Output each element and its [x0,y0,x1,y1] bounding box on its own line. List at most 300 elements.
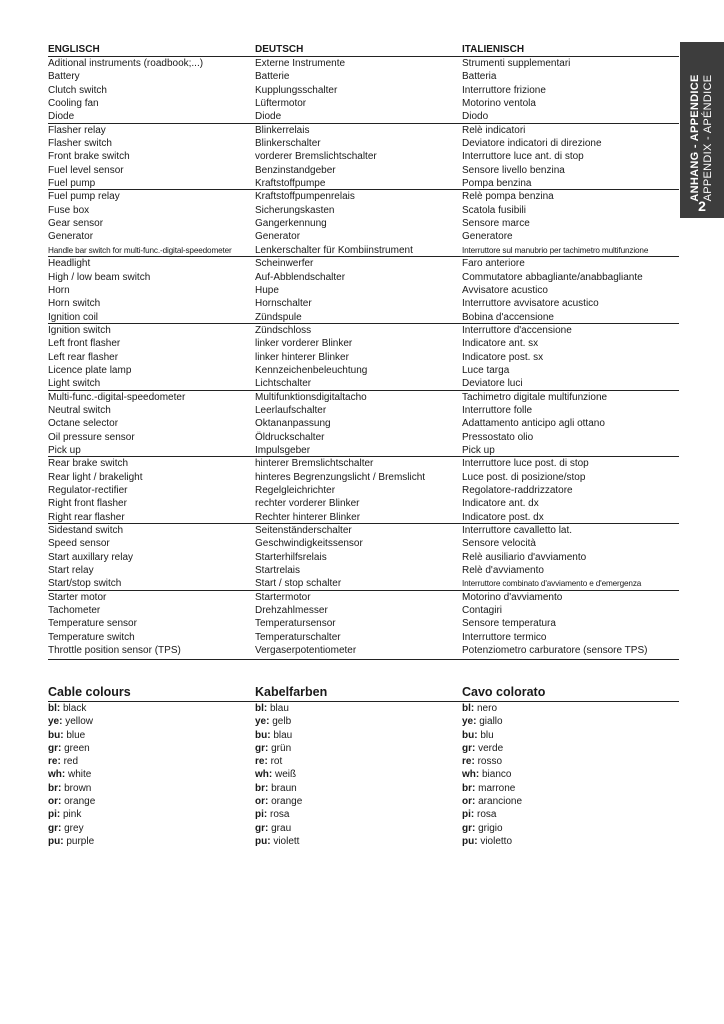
cell-italian: Deviatore indicatori di direzione [462,138,602,150]
cell-english: Multi-func.-digital-speedometer [48,391,186,403]
cell-italian: Deviatore luci [462,378,523,390]
cell-italian: Sensore temperatura [462,618,556,630]
cell-italian: Relè d'avviamento [462,565,544,577]
table-row [48,84,679,97]
colour-code: br: [48,782,62,794]
colour-row [48,835,679,848]
cell-german: Diode [255,111,282,123]
colour-name: grau [271,822,292,834]
table-row [48,70,679,83]
cell-italian: Luce targa [462,364,510,376]
colour-code: bu: [462,729,478,741]
cell-english: Clutch switch [48,84,107,96]
cell-english: Neutral switch [48,404,111,416]
colour-english [48,782,91,795]
cell-italian: Scatola fusibili [462,204,526,216]
colour-code: or: [255,796,269,808]
cell-italian: Interruttore avvisatore acustico [462,298,599,310]
colour-row [48,808,679,821]
colour-italian [462,702,497,715]
colour-english [48,715,93,728]
cell-german: Seitenständerschalter [255,525,352,537]
colour-name: rot [270,756,283,768]
colour-code: or: [462,796,476,808]
cell-italian: Interruttore combinato d'avviamento e d'emergenza [462,579,642,589]
cell-german: hinterer Bremslichtschalter [255,458,374,470]
cell-english: Temperature switch [48,631,135,643]
colour-german [255,808,289,821]
colour-code: gr: [255,822,269,834]
table-row [48,364,679,377]
cell-italian: Faro anteriore [462,258,525,270]
colour-german [255,782,297,795]
cable-colours-title-en: Cable colours [48,685,131,699]
colour-name: weiß [275,769,297,781]
table-row [48,324,679,337]
header-italian: ITALIENISCH [462,44,525,55]
cell-italian: Adattamento anticipo agli ottano [462,418,605,430]
cell-english: Regulator-rectifier [48,485,128,496]
cell-english: Handle bar switch for multi-func.-digital-speedometer [48,245,232,255]
cell-italian: Sensore velocità [462,538,536,550]
colour-name: nero [477,703,498,714]
cable-colours-table [48,702,679,848]
cell-german: Batterie [255,71,290,83]
cell-english: Aditional instruments (roadbook;...) [48,58,204,69]
cell-english: Ignition coil [48,311,99,323]
cell-italian: Potenziometro carburatore (sensore TPS) [462,645,648,657]
cell-german: Drehzahlmesser [255,605,328,617]
cell-english: Right front flasher [48,498,127,510]
colour-row [48,795,679,808]
colour-italian [462,808,496,821]
cell-italian: Relè ausiliario d'avviamento [462,551,587,563]
cell-italian: Motorino d'avviamento [462,591,563,603]
cell-german: Rechter hinterer Blinker [255,511,361,523]
colour-row [48,782,679,795]
cell-german: Startermotor [255,591,311,603]
cell-english: Left front flasher [48,338,121,350]
cell-italian: Batteria [462,71,497,83]
colour-code: pu: [255,835,271,847]
table-row [48,230,679,243]
cell-english: Starter motor [48,591,107,603]
cell-german: Lüftermotor [255,98,307,110]
cell-italian: Strumenti supplementari [462,58,571,69]
cell-italian: Sensore livello benzina [462,164,565,176]
colour-code: gr: [48,742,62,754]
cell-italian: Regolatore-raddrizzatore [462,485,573,496]
colour-name: rosa [270,809,290,821]
colour-code: wh: [462,769,480,781]
table-row [48,444,679,457]
cell-english: Fuel pump [48,178,96,190]
colour-german [255,742,291,755]
colour-name: braun [271,782,297,794]
colour-name: orange [271,796,303,808]
colour-name: yellow [65,716,94,728]
table-row [48,337,679,350]
table-row [48,217,679,230]
colour-english [48,795,95,808]
cell-english: Rear light / brakelight [48,471,143,483]
colour-row [48,702,679,715]
colour-name: giallo [479,716,503,728]
colour-english [48,808,81,821]
colour-english [48,729,85,742]
colour-italian [462,715,503,728]
cell-german: Sicherungskasten [255,204,335,216]
cell-german: Hupe [255,284,279,296]
table-row [48,617,679,630]
cell-italian: Tachimetro digitale multifunzione [462,391,608,403]
chapter-number: 2 [698,198,706,214]
colour-name: purple [66,835,95,847]
colour-italian [462,742,503,755]
cell-german: Regelgleichrichter [255,485,336,496]
cell-german: Impulsgeber [255,444,311,456]
cell-german: hinteres Begrenzungslicht / Bremslicht [255,471,426,483]
colour-row [48,822,679,835]
cell-italian: Indicatore ant. dx [462,498,539,510]
colour-name: red [63,756,79,768]
colour-code: bu: [48,729,64,741]
cell-italian: Interruttore cavalletto lat. [462,525,573,537]
cell-italian: Interruttore d'accensione [462,324,572,336]
cell-german: Startrelais [255,565,301,577]
colour-name: verde [478,742,504,754]
header-german: DEUTSCH [255,44,304,55]
table-row [48,577,679,590]
cell-english: Pick up [48,444,81,456]
colour-german [255,729,292,742]
cell-italian: Bobina d'accensione [462,311,554,323]
colour-code: ye: [48,716,63,728]
cell-italian: Relè indicatori [462,124,526,136]
cell-english: Rear brake switch [48,458,129,470]
cell-english: Ignition switch [48,324,111,336]
colour-code: pi: [462,809,475,821]
colour-code: re: [255,756,268,768]
colour-code: or: [48,796,62,808]
colour-english [48,702,86,715]
colour-italian [462,782,515,795]
cell-italian: Interruttore luce post. di stop [462,458,589,470]
cell-german: Öldruckschalter [255,431,325,443]
table-row [48,190,679,203]
table-row [48,417,679,430]
cell-english: Fuel level sensor [48,164,124,176]
colour-code: ye: [462,716,477,728]
cell-english: Horn switch [48,298,101,310]
table-row [48,391,679,404]
colour-name: blu [480,729,494,741]
colour-english [48,742,90,755]
colour-code: gr: [48,822,62,834]
colour-english [48,835,94,848]
table-row [48,257,679,270]
cell-german: Kennzeichenbeleuchtung [255,364,368,376]
side-tab-line2: APPENDIX - APÉNDICE [702,74,714,202]
table-row [48,564,679,577]
cell-german: linker hinterer Blinker [255,351,349,363]
table-row [48,150,679,163]
cell-italian: Luce post. di posizione/stop [462,471,586,483]
colour-code: gr: [255,742,269,754]
cell-english: Tachometer [48,605,101,617]
cell-english: Generator [48,231,94,243]
table-row [48,471,679,484]
cell-english: Start/stop switch [48,578,122,590]
colour-code: pu: [462,835,478,847]
colour-italian [462,729,494,742]
cell-german: Temperaturschalter [255,631,341,643]
colour-code: pi: [48,809,61,821]
table-row [48,644,679,657]
cell-italian: Pressostato olio [462,431,534,443]
table-row [48,591,679,604]
colour-italian [462,768,511,781]
table-row [48,631,679,644]
cell-italian: Relè pompa benzina [462,191,554,203]
colour-code: bu: [255,729,271,741]
table-row [48,404,679,417]
cell-german: Multifunktionsdigitaltacho [255,391,367,403]
colour-code: bl: [255,703,268,714]
colour-name: white [68,769,92,781]
colour-name: pink [63,809,82,821]
table-row [48,244,679,257]
table-row [48,164,679,177]
cell-italian: Interruttore sul manubrio per tachimetro multifunzione [462,245,649,255]
colour-english [48,822,84,835]
cell-italian: Interruttore termico [462,631,547,643]
cell-english: Start relay [48,565,94,577]
cell-english: Licence plate lamp [48,364,132,376]
table-row [48,297,679,310]
colour-german [255,822,291,835]
cell-german: Start / stop schalter [255,578,342,590]
cell-english: Horn [48,284,70,296]
colour-code: bl: [48,703,61,714]
cell-english: Front brake switch [48,151,130,163]
cable-colours-header [48,685,679,701]
cell-german: Auf-Abblendschalter [255,271,346,283]
colour-code: br: [255,782,269,794]
colour-italian [462,822,503,835]
cell-italian: Contagiri [462,605,503,617]
cell-italian: Diodo [462,111,489,123]
cell-italian: Interruttore luce ant. di stop [462,151,584,163]
colour-code: re: [48,756,61,768]
cell-english: Diode [48,111,75,123]
colour-name: rosa [477,809,497,821]
table-row [48,177,679,190]
colour-row [48,729,679,742]
table-row [48,484,679,497]
colour-row [48,768,679,781]
table-row [48,284,679,297]
cell-english: Speed sensor [48,538,110,550]
colour-name: grey [64,822,84,834]
table-row [48,137,679,150]
colour-code: pu: [48,835,64,847]
cell-italian: Avvisatore acustico [462,284,548,296]
colour-name: blau [270,703,289,714]
cell-german: Temperatursensor [255,618,336,630]
colour-name: brown [64,782,92,794]
cell-german: Lichtschalter [255,378,312,390]
table-row [48,377,679,390]
table-row [48,524,679,537]
colour-italian [462,795,522,808]
colour-name: blue [66,729,86,741]
cell-german: Benzinstandgeber [255,164,336,176]
colour-name: bianco [482,769,512,781]
table-row [48,311,679,324]
cell-italian: Interruttore folle [462,404,533,416]
cell-italian: Motorino ventola [462,98,536,110]
cell-english: Throttle position sensor (TPS) [48,645,181,657]
table-row [48,497,679,510]
cell-german: Blinkerrelais [255,124,310,136]
cell-english: Oil pressure sensor [48,431,135,443]
cell-english: Sidestand switch [48,525,124,537]
colour-name: grigio [478,822,503,834]
table-row [48,604,679,617]
table-row [48,204,679,217]
colour-code: re: [462,756,475,768]
cell-italian: Sensore marce [462,218,530,230]
cell-german: rechter vorderer Blinker [255,498,360,510]
cell-italian: Generatore [462,231,513,243]
cell-italian: Pompa benzina [462,178,532,190]
cell-german: Scheinwerfer [255,258,314,270]
cell-english: Fuel pump relay [48,191,120,203]
table-row [48,431,679,444]
cell-italian: Indicatore post. sx [462,351,544,363]
cell-english: Headlight [48,258,91,270]
cell-english: Octane selector [48,418,119,430]
colour-name: blau [273,729,293,741]
cell-german: Gangerkennung [255,218,327,230]
cell-italian: Interruttore frizione [462,84,546,96]
cell-english: Flasher switch [48,138,112,150]
colour-row [48,715,679,728]
colour-code: wh: [48,769,66,781]
cell-english: Cooling fan [48,98,99,110]
colour-name: green [64,742,90,754]
colour-code: gr: [462,822,476,834]
cell-italian: Commutatore abbagliante/anabbagliante [462,271,643,283]
table-row [48,57,679,70]
cell-english: Right rear flasher [48,511,125,523]
cell-english: Left rear flasher [48,351,119,363]
table-row [48,511,679,524]
header-english: ENGLISCH [48,44,100,55]
cell-italian: Indicatore post. dx [462,511,544,523]
cell-english: Temperature sensor [48,618,137,630]
colour-name: grün [271,742,292,754]
colour-english [48,768,91,781]
side-tab-line1: ANHANG - APPENDICE [689,74,701,202]
colour-code: br: [462,782,476,794]
colour-row [48,755,679,768]
cell-german: vorderer Bremslichtschalter [255,151,377,163]
cell-german: Zündspule [255,311,302,323]
colour-name: orange [64,796,96,808]
table-row [48,457,679,470]
cell-german: Vergaserpotentiometer [255,645,357,657]
colour-name: black [63,703,87,714]
cell-german: linker vorderer Blinker [255,338,353,350]
cell-english: High / low beam switch [48,271,151,283]
colour-italian [462,755,502,768]
table-row [48,537,679,550]
colour-name: gelb [272,716,292,728]
cell-german: Hornschalter [255,298,312,310]
cell-german: Kraftstoffpumpenrelais [255,191,355,203]
colour-name: marrone [478,782,516,794]
translation-table [48,57,679,657]
colour-code: ye: [255,716,270,728]
colour-code: wh: [255,769,273,781]
colour-italian [462,835,512,848]
colour-german [255,715,291,728]
cell-english: Fuse box [48,204,90,216]
table-row [48,271,679,284]
colour-name: violett [273,835,300,847]
colour-code: pi: [255,809,268,821]
cell-english: Battery [48,71,80,83]
cell-italian: Indicatore ant. sx [462,338,539,350]
colour-german [255,835,299,848]
cell-german: Zündschloss [255,324,312,336]
cell-german: Kraftstoffpumpe [255,178,326,190]
colour-name: arancione [478,796,523,808]
cell-english: Light switch [48,378,101,390]
colour-row [48,742,679,755]
cell-german: Externe Instrumente [255,58,346,69]
table-row [48,97,679,110]
colour-name: violetto [480,835,513,847]
cell-german: Oktananpassung [255,418,331,430]
table-row [48,124,679,137]
table-row [48,351,679,364]
cell-german: Starterhilfsrelais [255,551,327,563]
cell-german: Lenkerschalter für Kombiinstrument [255,244,413,256]
cell-german: Kupplungsschalter [255,84,338,96]
colour-english [48,755,78,768]
colour-name: rosso [477,756,503,768]
cell-english: Start auxillary relay [48,551,134,563]
colour-german [255,755,282,768]
table-bottom-divider [48,659,679,660]
table-row [48,110,679,123]
colour-german [255,795,302,808]
cell-english: Flasher relay [48,124,106,136]
cable-colours-title-de: Kabelfarben [255,685,328,699]
side-tab-label [689,74,715,201]
cell-german: Geschwindigkeitssensor [255,538,363,550]
cable-colours-title-it: Cavo colorato [462,685,546,699]
table-row [48,551,679,564]
cell-german: Leerlaufschalter [255,404,327,416]
colour-german [255,702,289,715]
colour-german [255,768,296,781]
cell-english: Gear sensor [48,218,104,230]
cell-italian: Pick up [462,444,495,456]
